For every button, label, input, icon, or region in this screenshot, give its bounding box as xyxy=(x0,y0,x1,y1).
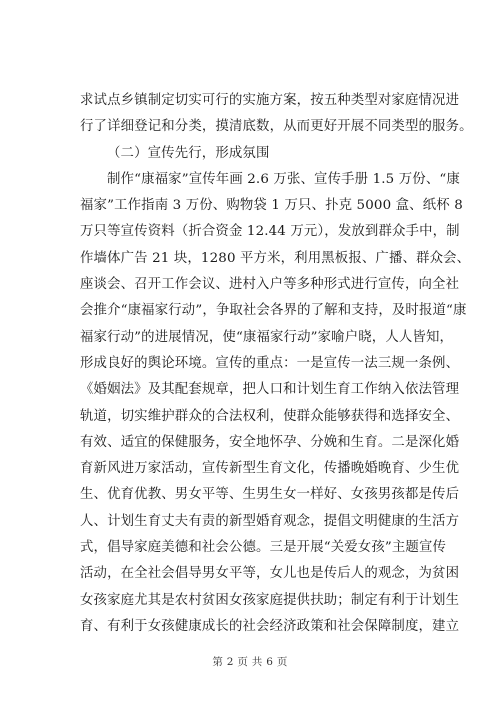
text-line: 人、计划生育丈夫有责的新型婚育观念，提倡文明健康的生活方 xyxy=(80,513,460,529)
text-line: 制作“康福家”宣传年画 2.6 万张、宣传手册 1.5 万份、“康 xyxy=(107,171,460,187)
text-line: 形成良好的舆论环境。宣传的重点：一是宣传一法三规一条例、 xyxy=(80,355,460,371)
text-line: 福家行动”的进展情况，使“康福家行动”家喻户晓，人人皆知， xyxy=(80,329,454,345)
text-line: 《婚姻法》及其配套规章，把人口和计划生育工作纳入依法管理 xyxy=(80,382,460,398)
text-line: 座谈会、召开工作会议、进村入户等多种形式进行宣传，向全社 xyxy=(80,277,460,293)
text-line: 福家”工作指南 3 万份、购物袋 1 万只、扑克 5000 盒、纸杯 8 xyxy=(80,198,463,214)
text-line: 轨道，切实维护群众的合法权利，使群众能够获得和选择安全、 xyxy=(80,408,460,424)
text-line: 有效、适宜的保健服务，安全地怀孕、分娩和生育。二是深化婚 xyxy=(80,434,460,450)
page-number-footer: 第 2 页 共 6 页 xyxy=(212,656,288,668)
text-line: 育、有利于女孩健康成长的社会经济政策和社会保障制度，建立 xyxy=(80,618,460,634)
text-line: 行了详细登记和分类，摸清底数，从而更好开展不同类型的服务。 xyxy=(80,119,473,135)
text-line: 育新风进万家活动，宣传新型生育文化，传播晚婚晚育、少生优 xyxy=(80,461,460,477)
text-line: 活动，在全社会倡导男女平等，女儿也是传后人的观念，为贫困 xyxy=(80,566,460,582)
text-line: 作墙体广告 21 块，1280 平方米，利用黑板报、广播、群众会、 xyxy=(80,250,471,266)
text-line: 万只等宣传资料（折合资金 12.44 万元），发放到群众手中，制 xyxy=(80,224,460,240)
text-line: 生、优育优教、男女平等、生男生女一样好、女孩男孩都是传后 xyxy=(80,487,460,503)
text-line: 求试点乡镇制定切实可行的实施方案，按五种类型对家庭情况进 xyxy=(80,93,460,108)
document-body xyxy=(80,88,473,640)
section-heading: （二）宣传先行，形成氛围 xyxy=(107,145,270,161)
text-line: 式，倡导家庭美德和社会公德。三是开展“关爱女孩”主题宣传 xyxy=(80,540,447,556)
text-line: 会推介“康福家行动”，争取社会各界的了解和支持，及时报道“康 xyxy=(80,303,467,319)
text-line: 女孩家庭尤其是农村贫困女孩家庭提供扶助；制定有利于计划生 xyxy=(80,592,460,608)
